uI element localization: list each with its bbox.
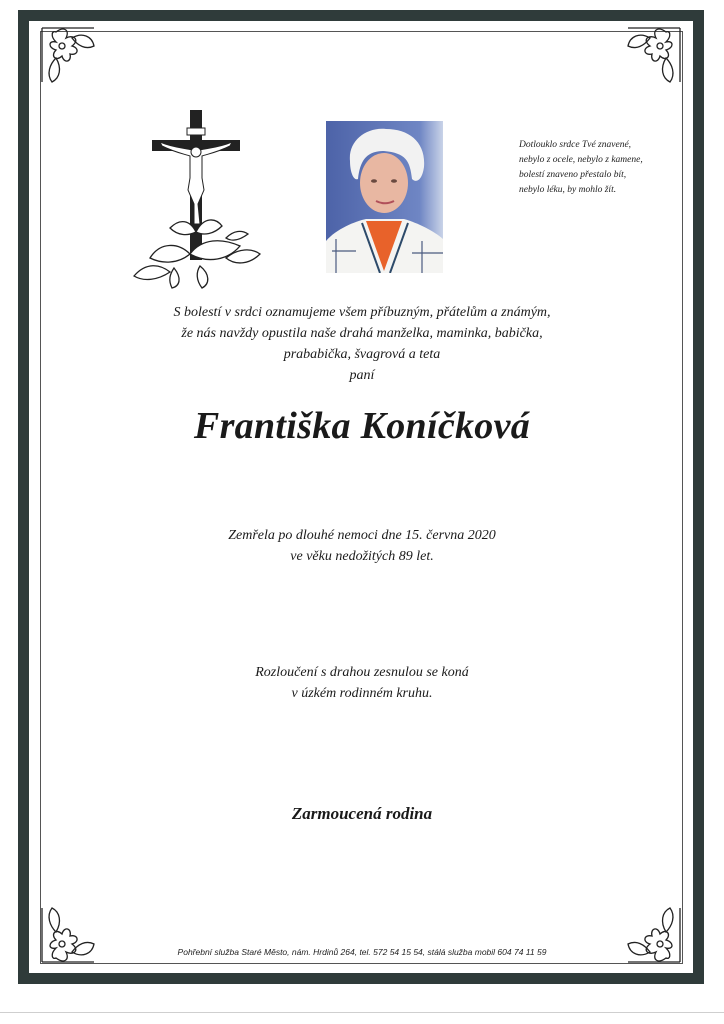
farewell-info bbox=[100, 662, 624, 704]
farewell-line: Rozloučení s drahou zesnulou se koná bbox=[255, 665, 469, 680]
poem bbox=[519, 138, 689, 198]
portrait-photo bbox=[326, 121, 443, 273]
poem-line: Dotlouklo srdce Tvé znavené, bbox=[519, 140, 632, 150]
funeral-service-footer: Pohřební služba Staré Město, nám. Hrdinů 264, tel. 572 54 15 54, stálá služba mobil 604 74 11 59 bbox=[177, 947, 547, 957]
deceased-name: Františka Koníčková bbox=[193, 405, 531, 447]
announcement-line: paní bbox=[349, 368, 375, 383]
crucifix-icon bbox=[130, 108, 262, 290]
signature: Zarmoucená rodina bbox=[291, 804, 433, 823]
poem-line: bolestí znaveno přestalo bít, bbox=[519, 170, 627, 180]
scan-edge-line bbox=[0, 1012, 724, 1013]
farewell-line: v úzkém rodinném kruhu. bbox=[291, 686, 433, 701]
poem-line: nebylo z ocele, nebylo z kamene, bbox=[519, 155, 643, 165]
death-info-line: Zemřela po dlouhé nemoci dne 15. června 2020 bbox=[228, 528, 496, 543]
announcement-line: S bolestí v srdci oznamujeme všem příbuzným, přátelům a známým, bbox=[173, 305, 551, 320]
death-info bbox=[100, 525, 624, 567]
poem-line: nebylo léku, by mohlo žít. bbox=[519, 185, 617, 195]
announcement-line: prababička, švagrová a teta bbox=[283, 347, 441, 362]
death-info-line: ve věku nedožitých 89 let. bbox=[290, 549, 434, 564]
announcement-line: že nás navždy opustila naše drahá manželka, maminka, babička, bbox=[181, 326, 543, 341]
flower-corner-ornament-top-right bbox=[624, 24, 686, 86]
flower-corner-ornament-top-left bbox=[36, 24, 98, 86]
announcement-text bbox=[100, 302, 624, 386]
